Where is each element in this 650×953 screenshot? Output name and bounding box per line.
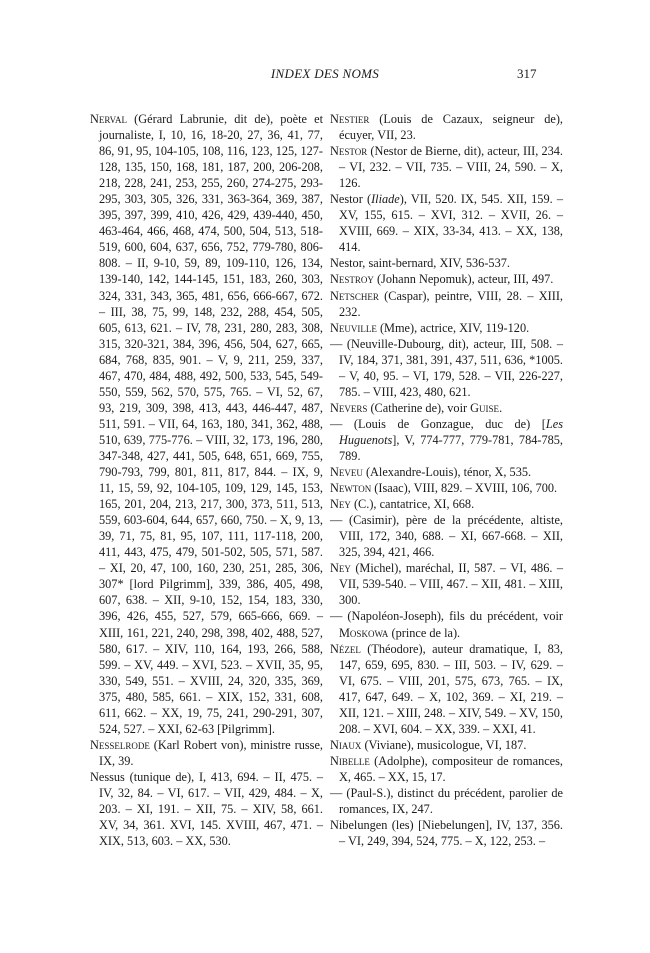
index-entry: [330, 336, 563, 400]
entry-text: Nessus (tunique de), I, 413, 694. – II, 475. – IV, 32, 84. – VI, 617. – VII, 429, 484. – X, 203. – XI, 191. – XII, 75. – XIV, 58, 661. XV, 34, 361. XVI, 145. XVIII, 467, 471. – XIX, 513, 603. – XX, 530.: [90, 769, 323, 849]
entry-name: Nevers: [330, 400, 368, 415]
entry-text: (prince de la).: [388, 625, 461, 640]
entry-name: Nibelle: [330, 753, 370, 768]
entry-name: Netscher: [330, 288, 379, 303]
index-entry: [330, 737, 563, 753]
entry-name: Neuville: [330, 320, 377, 335]
entry-name: Nestier: [330, 112, 370, 126]
entry-text: — (Paul-S.), distinct du précédent, parolier de romances, IX, 247.: [330, 785, 563, 817]
index-entry: [90, 769, 323, 849]
entry-text: — (Neuville-Dubourg, dit), acteur, III, 508. – IV, 184, 371, 381, 391, 437, 511, 636, *1005. – V, 40, 95. – VI, 179, 528. – VII, 226-227, 785. – VIII, 423, 480, 621.: [330, 336, 563, 399]
index-entry: [330, 560, 563, 608]
entry-name: Ney: [330, 561, 351, 576]
entry-text: (Viviane), musicologue, VI, 187.: [361, 737, 527, 752]
entry-name: Neveu: [330, 465, 363, 480]
entry-name: Nerval: [90, 112, 127, 126]
index-entry: [330, 496, 563, 512]
entry-name: Ney: [330, 497, 351, 512]
index-entry: [330, 753, 563, 785]
entry-name: Guise: [470, 400, 500, 415]
entry-name: Nézel: [330, 641, 361, 656]
entry-name: Moskowa: [339, 625, 389, 640]
entry-text: (Karl Robert von), ministre russe, IX, 39.: [99, 737, 323, 768]
entry-text: Nestor (: [330, 192, 372, 207]
entry-text: .: [499, 400, 503, 415]
entry-text: Nibelungen (les) [Niebelungen], IV, 137, 356. – VI, 249, 394, 524, 775. – X, 122, 253. –: [330, 818, 563, 849]
entry-text: ], V, 774-777, 779-781, 784-785, 789.: [339, 432, 563, 463]
index-entry: [330, 480, 563, 496]
index-column-left: [90, 111, 323, 849]
index-entry: [330, 191, 563, 255]
entry-text: ), VII, 520. IX, 545. XII, 159. – XV, 155, 615. – XVI, 312. – XVII, 26. – XVIII, 669. – XIX, 33-34, 413. – XX, 138, 414.: [339, 192, 564, 255]
index-entry: [330, 255, 563, 271]
entry-text: (Isaac), VIII, 829. – XVIII, 106, 700.: [371, 481, 558, 496]
entry-text: (Caspar), peintre, VIII, 28. – XIII, 232.: [339, 288, 563, 319]
entry-title: Les Huguenots: [339, 416, 563, 447]
entry-text: (Nestor de Bierne, dit), acteur, III, 234. – VI, 232. – VII, 735. – VIII, 24, 590. – X, 126.: [339, 144, 563, 191]
entry-name: Newton: [330, 481, 372, 496]
entry-title: Iliade: [371, 192, 400, 207]
index-entry: [330, 608, 563, 640]
entry-name: Niaux: [330, 737, 362, 752]
index-entry: [330, 288, 563, 320]
entry-text: (Théodore), auteur dramatique, I, 83, 147, 659, 695, 830. – III, 503. – IV, 629. – VI, 675. – VIII, 201, 575, 673, 765. – IX, 417, 647, 649. – X, 102, 369. – XI, 219. – XII, 121. – XIII, 248. – XIV, 549. – XV, 150, 208. – XVI, 604. – XX, 339. – XXI, 41.: [339, 641, 563, 736]
entry-text: (Catherine de), voir: [367, 400, 471, 415]
index-entry: [330, 512, 563, 560]
index-entry: [330, 400, 563, 416]
index-entry: [330, 416, 563, 464]
entry-text: — (Napoléon-Joseph), fils du précédent, voir: [330, 609, 563, 624]
index-entry: [330, 143, 563, 191]
entry-text: Nestor, saint-bernard, XIV, 536-537.: [330, 256, 510, 271]
entry-text: (Alexandre-Louis), ténor, X, 535.: [362, 465, 532, 480]
index-entry: [90, 737, 323, 769]
index-entry: [330, 111, 563, 143]
entry-text: (Adolphe), compositeur de romances, X, 465. – XX, 15, 17.: [339, 753, 563, 784]
index-entry: [330, 641, 563, 737]
entry-text: (Michel), maréchal, II, 587. – VI, 486. – VII, 539-540. – VIII, 467. – XII, 481. – XIII, 300.: [339, 561, 563, 608]
index-column-right: [330, 111, 563, 849]
entry-text: (C.), cantatrice, XI, 668.: [350, 497, 475, 512]
page-number: 317: [517, 66, 537, 81]
page-header: [0, 66, 650, 86]
entry-text: (Mme), actrice, XIV, 119-120.: [376, 320, 530, 335]
entry-text: (Louis de Cazaux, seigneur de), écuyer, VII, 23.: [339, 112, 563, 143]
index-entry: [330, 464, 563, 480]
running-title: INDEX DES NOMS: [270, 66, 380, 81]
entry-text: (Gérard Labrunie, dit de), poète et journaliste, I, 10, 16, 18-20, 27, 36, 41, 77, 86, 91, 95, 104-105, 108, 116, 123, 125, 127-128, 135, 150, 168, 181, 187, 200, 206-208, 218, 228, 241, 253, 255, 260, 274-275, 293-295, 303, 305, 326, 331, 363-364, 369, 387, 395, 397, 399, 410, 426, 429, 439-440, 450, 463-464, 466, 468, 474, 500, 504, 513, 518-519, 600, 604, 637, 656, 752, 779-780, 806-808. – II, 9-10, 59, 89, 109-110, 126, 134, 139-140, 142, 144-145, 151, 183, 260, 303, 324, 331, 343, 365, 481, 656, 666-667, 672. – III, 38, 75, 99, 148, 232, 288, 454, 505, 605, 613, 621. – IV, 78, 231, 280, 283, 308, 315, 320-321, 384, 396, 456, 504, 627, 665, 684, 768, 835, 901. – V, 9, 211, 259, 337, 467, 470, 484, 488, 492, 500, 533, 545, 549-550, 559, 562, 570, 575, 765. – VI, 52, 67, 93, 219, 309, 398, 413, 443, 446-447, 487, 511, 591. – VII, 64, 163, 180, 341, 362, 488, 510, 639, 775-776. – VIII, 32, 173, 196, 280, 347-348, 427, 441, 505, 648, 651, 669, 755, 790-793, 799, 801, 811, 817, 844. – IX, 9, 11, 15, 59, 92, 104-105, 109, 129, 145, 153, 165, 201, 204, 213, 217, 300, 373, 511, 513, 559, 603-604, 644, 657, 660, 750. – X, 9, 13, 39, 71, 75, 81, 95, 107, 111, 117-118, 200, 411, 443, 475, 479, 501-502, 505, 571, 587. – XI, 20, 47, 100, 160, 230, 251, 285, 306, 307* [lord Pilgrimm], 339, 386, 405, 498, 607, 638. – XII, 9-10, 152, 154, 183, 330, 396, 426, 455, 527, 579, 665-666, 669. – XIII, 161, 221, 240, 298, 398, 402, 488, 527, 580, 617. – XIV, 110, 164, 193, 266, 588, 599. – XV, 449. – XVI, 523. – XVII, 35, 95, 330, 549, 551. – XVIII, 24, 320, 335, 369, 375, 480, 585, 661. – XIX, 152, 331, 608, 611, 662. – XX, 19, 75, 241, 290-291, 307, 524, 527. – XXI, 62-63 [Pilgrimm].: [99, 112, 323, 736]
index-entry: [330, 785, 563, 817]
index-entry: [330, 817, 563, 849]
entry-text: — (Louis de Gonzague, duc de) [: [330, 416, 546, 431]
index-entry: [330, 320, 563, 336]
entry-name: Nesselrode: [90, 737, 150, 752]
entry-name: Nestroy: [330, 272, 374, 287]
entry-text: — (Casimir), père de la précédente, altiste, VIII, 172, 340, 688. – XI, 667-668. – XII, 325, 394, 421, 466.: [330, 513, 563, 560]
index-entry: [330, 271, 563, 287]
entry-text: (Johann Nepomuk), acteur, III, 497.: [373, 272, 554, 287]
entry-name: Nestor: [330, 144, 368, 159]
index-entry: [90, 111, 323, 737]
